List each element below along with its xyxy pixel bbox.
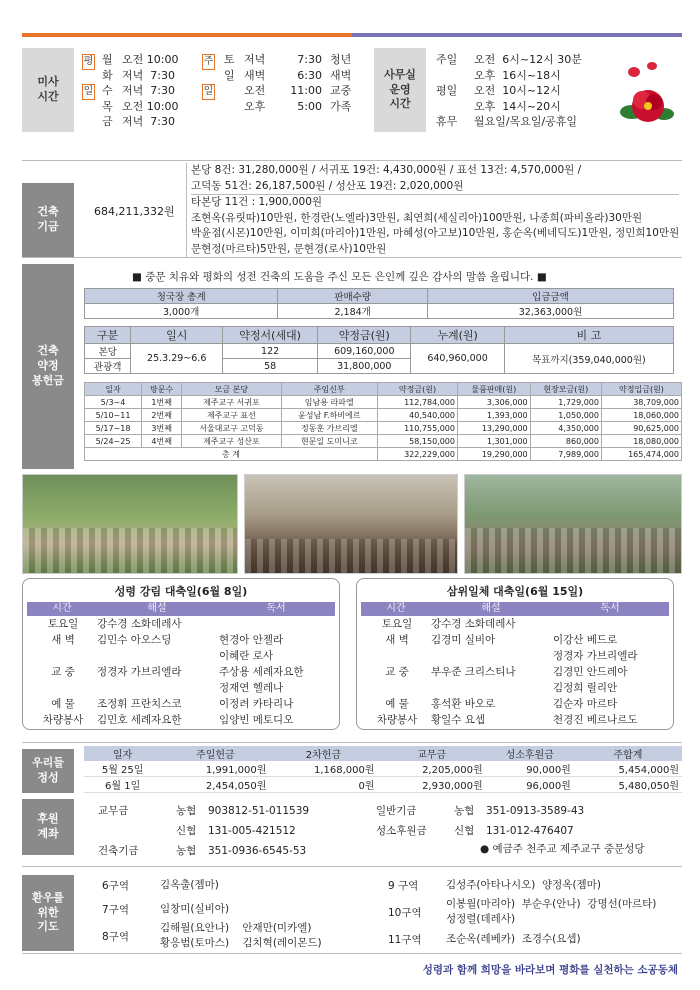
summary-table: [84, 288, 674, 319]
feast-reader: 주상용 세례자요한: [219, 666, 304, 678]
offering-cell: 6월 1일: [84, 777, 161, 793]
feast-col-header: 해설: [147, 603, 167, 614]
visit-cell: 18,060,000: [601, 409, 681, 422]
weekday-time: 저녁 7:30: [122, 84, 175, 97]
fund-line: 문현정(마르타)5만원, 문현경(로사)10만원: [191, 242, 387, 255]
account-number: 351-0913-3589-43: [486, 805, 585, 817]
pledge-amount: 609,160,000: [318, 344, 411, 359]
weekday-mark: 평 일: [82, 54, 95, 100]
offering-header: 주일헌금: [161, 746, 269, 761]
prayer-name-line: 성정렬(데레사): [446, 913, 516, 925]
visit-cell: 5/24~25: [85, 435, 142, 448]
building-fund-section: [22, 160, 682, 258]
accounts-label: 후원 계좌: [22, 799, 74, 855]
footer-motto: 성령과 함께 희망을 바라보며 평화를 실천하는 소공동체: [422, 964, 678, 976]
weekend-note: 가족: [330, 99, 352, 113]
prayer-left-list: [102, 873, 372, 951]
visit-table: [84, 382, 682, 461]
weekday-day: 금: [102, 115, 113, 128]
feast-time: 토요일: [47, 618, 79, 630]
visit-cell: 4번째: [142, 435, 182, 448]
weekend-row: [244, 52, 351, 68]
prayer-name-line: 김성주(아타나시오) 양정옥(젬마): [446, 878, 601, 891]
feast-reader: 김경민 안드레아: [553, 666, 628, 678]
pledge-header: 누계(원): [411, 327, 504, 344]
visit-header: 일자: [85, 383, 142, 396]
offering-accounts-section: [22, 742, 682, 860]
camellia-flower-icon: [612, 54, 682, 134]
feast-reader: 이강산 베드로: [553, 634, 618, 646]
feast-commentary: 황일수 요셉: [431, 714, 486, 726]
fund-line: 박윤점(시몬)10만원, 이미희(마리아)1만원, 마혜성(아고보)10만원, 홍순옥(베네딕도)1만원, 정민희10만원: [191, 227, 680, 239]
visit-total-cell: 165,474,000: [601, 448, 681, 461]
office-row: [436, 68, 582, 84]
feast-reader: 이혜란 로사: [219, 650, 274, 662]
account-row: [98, 841, 378, 861]
visit-total-cell: 322,229,000: [378, 448, 458, 461]
visit-row: [85, 435, 682, 448]
weekday-day: 수: [102, 84, 113, 97]
visit-header: 약정금(원): [378, 383, 458, 396]
visit-header: 모금 본당: [182, 383, 281, 396]
prayer-names: [446, 878, 601, 893]
visit-cell: 3번째: [142, 422, 182, 435]
pledge-header: 약정금(원): [318, 327, 411, 344]
visit-cell: 112,784,000: [378, 396, 458, 409]
prayer-zone-row: [388, 927, 688, 951]
feast-commentary: 김경미 실비아: [431, 634, 496, 646]
prayer-zone: 7구역: [102, 903, 129, 916]
office-row: [436, 83, 582, 99]
weekend-time: 6:30: [297, 68, 322, 82]
weekend-row: [244, 68, 351, 84]
weekend-mass-list: [244, 52, 351, 114]
account-row: [98, 801, 378, 821]
offering-cell: 5,480,050원: [574, 777, 682, 793]
visit-cell: 18,080,000: [601, 435, 681, 448]
offering-header: 주합계: [574, 746, 682, 761]
offering-cell: 5월 25일: [84, 761, 161, 777]
offering-cell: 1,991,000원: [161, 761, 269, 777]
weekend-time: 5:00: [297, 99, 322, 113]
accounts-left: [98, 801, 378, 861]
visit-total-cell: 19,290,000: [457, 448, 530, 461]
weekday-day: 화: [102, 68, 113, 82]
weekend-when: 새벽: [244, 68, 266, 82]
visit-header-row: [85, 383, 682, 396]
visit-cell: 3,306,000: [457, 396, 530, 409]
weekend-time: 11:00: [290, 84, 322, 97]
weekday-day: 월: [102, 53, 113, 66]
account-bank: 신협: [176, 825, 197, 837]
visit-cell: 1번째: [142, 396, 182, 409]
fund-line: 고덕동 51건: 26,187,500원 / 성산포 19건: 2,020,000원: [191, 179, 464, 192]
weekend-note: 청년: [330, 53, 352, 66]
account-bank: 농협: [176, 805, 197, 817]
feast-title: 성령 강림 대축일(6월 8일): [114, 585, 248, 598]
feast-reader: 이정려 카타리나: [219, 698, 294, 710]
offering-cell: 2,205,000원: [378, 761, 486, 777]
visit-cell: 5/17~18: [85, 422, 142, 435]
offering-label: 우리들 정성: [22, 749, 74, 793]
weekend-days: 토 일: [224, 53, 235, 82]
offering-header: 교무금: [378, 746, 486, 761]
account-holder: ● 예금주 천주교 제주교구 중문성당: [480, 843, 645, 855]
feast-time: 예 물: [51, 698, 75, 710]
feast-time: 예 물: [385, 698, 409, 710]
weekend-note: 교중: [330, 84, 352, 97]
feast-reader: 정재연 헬레나: [219, 682, 284, 694]
summary-header: 청국장 총계: [85, 289, 278, 304]
account-row: [376, 821, 676, 841]
visit-total-cell: 7,989,000: [530, 448, 601, 461]
feast-commentary: 정경자 가브리엘라: [97, 666, 182, 678]
visit-cell: 제주교구 성산포: [182, 435, 281, 448]
office-label: 사무실 운영 시간: [374, 48, 426, 132]
weekday-row: [102, 83, 178, 99]
pledge-label: 건축 약정 봉헌금: [22, 264, 74, 469]
visit-cell: 1,729,000: [530, 396, 601, 409]
fund-line: 조현옥(유릿따)10만원, 한경란(노엘라)3만원, 최연희(세실리아)100만원, 나종희(파비올라)30만원: [191, 211, 643, 224]
feast-reader: 임양빈 메토디오: [219, 714, 294, 726]
weekend-mark: 주 일: [202, 54, 215, 100]
account-holder-icon: ●: [480, 843, 490, 855]
office-value: 오전 6시~12시 30분: [474, 53, 582, 66]
prayer-names: [160, 902, 229, 917]
visit-cell: 38,709,000: [601, 396, 681, 409]
weekday-row: [102, 114, 178, 130]
church-interior-photo: [244, 474, 458, 574]
office-key: 평일: [436, 84, 458, 97]
visit-cell: 윤성남 F.하비에르: [281, 409, 378, 422]
feast-commentary: 강수경 소화데레사: [431, 618, 516, 630]
feast-commentary: 조정휘 프란치스코: [97, 698, 182, 710]
summary-value: 32,363,000원: [428, 304, 674, 319]
top-accent-bar: [22, 33, 682, 37]
feast-commentary: 강수경 소화데레사: [97, 618, 182, 630]
offering-cell: 5,454,000원: [574, 761, 682, 777]
feast-reader: 김순자 마르타: [553, 698, 618, 710]
offering-table: [84, 746, 682, 793]
visit-cell: 90,625,000: [601, 422, 681, 435]
prayer-names: [446, 897, 656, 927]
visit-cell: 40,540,000: [378, 409, 458, 422]
weekday-time: 저녁 7:30: [122, 115, 175, 128]
offering-row: [84, 777, 682, 793]
weekday-row: [102, 99, 178, 115]
prayer-zone-row: [102, 873, 372, 897]
feast-reader: 현경아 안젤라: [219, 634, 284, 646]
offering-cell: 2,930,000원: [378, 777, 486, 793]
weekend-row: [244, 99, 351, 115]
feast-time: 새 벽: [385, 634, 409, 646]
feast-time: 차량봉사: [376, 714, 418, 726]
visit-row: [85, 409, 682, 422]
prayer-zone: 8구역: [102, 930, 129, 943]
weekday-row: [102, 68, 178, 84]
feast-reader: 천경진 베르나르도: [553, 714, 638, 726]
account-number: 131-012-476407: [486, 825, 574, 837]
office-key: 휴무: [436, 115, 458, 128]
feast-header: [27, 602, 335, 616]
group-photo-outdoor: [22, 474, 238, 574]
pledge-amount: 31,800,000: [318, 359, 411, 374]
offering-row: [84, 761, 682, 777]
feast-col-header: 시간: [386, 603, 406, 614]
visit-cell: 5/3~4: [85, 396, 142, 409]
feast-time: 교 중: [385, 666, 409, 678]
prayer-name-line: 임창미(실비아): [160, 902, 230, 915]
pledge-kind: 관광객: [85, 359, 131, 374]
pledge-note: 목표까지(359,040,000원): [504, 344, 673, 374]
account-bank: 신협: [454, 825, 475, 837]
account-name: 성소후원금: [376, 825, 427, 837]
feast-commentary: 부우준 크리스티나: [431, 666, 516, 678]
pledge-households: 58: [223, 359, 318, 374]
visit-cell: 5/10~11: [85, 409, 142, 422]
weekend-when: 저녁: [244, 53, 266, 66]
visit-cell: 110,755,000: [378, 422, 458, 435]
account-number: 903812-51-011539: [208, 805, 310, 817]
prayer-zone: 11구역: [388, 933, 422, 946]
visit-cell: 2번째: [142, 409, 182, 422]
building-fund-label: 건축 기금: [22, 183, 74, 257]
visit-header: 약정입금(원): [601, 383, 681, 396]
feast-col-header: 해설: [481, 603, 501, 614]
weekend-when: 오후: [244, 99, 266, 113]
visit-cell: 1,050,000: [530, 409, 601, 422]
pledge-header: 약정서(세대): [223, 327, 318, 344]
visit-total-row: [85, 448, 682, 461]
feast-col-header: 독서: [266, 603, 286, 614]
prayer-zone-row: [102, 897, 372, 921]
fund-line: 타본당 11건 : 1,900,000원: [191, 194, 679, 211]
prayer-right-list: [388, 873, 688, 951]
account-bank: 농협: [454, 805, 475, 817]
visit-cell: 860,000: [530, 435, 601, 448]
pledge-header: 구분: [85, 327, 131, 344]
visit-header: 현장모금(원): [530, 383, 601, 396]
offering-cell: 1,168,000원: [269, 761, 377, 777]
pledge-period: 25.3.29~6.6: [131, 344, 223, 374]
feast-commentary: 김민수 아오스딩: [97, 634, 172, 646]
visit-total-label: 총 계: [85, 448, 378, 461]
visit-row: [85, 396, 682, 409]
visit-row: [85, 422, 682, 435]
pledge-households: 122: [223, 344, 318, 359]
fund-line: 본당 8건: 31,280,000원 / 서귀포 19건: 4,430,000원 / 표선 13건: 4,570,000원 /: [191, 164, 582, 176]
prayer-name-line: 김옥출(젬마): [160, 878, 219, 891]
account-number: 351-0936-6545-53: [208, 845, 307, 857]
office-row: [436, 99, 582, 115]
offering-cell: 96,000원: [486, 777, 574, 793]
visit-cell: 1,301,000: [457, 435, 530, 448]
visit-cell: 임남용 라파엘: [281, 396, 378, 409]
account-name: 건축기금: [98, 845, 139, 857]
prayer-zone-row: [388, 873, 688, 897]
prayer-zone: 10구역: [388, 906, 422, 919]
pledge-header: 일시: [131, 327, 223, 344]
feast-commentary: 홍석환 바오로: [431, 698, 496, 710]
pentecost-schedule: [22, 578, 340, 730]
prayer-section: [22, 866, 682, 954]
visit-cell: 58,150,000: [378, 435, 458, 448]
feast-reader: 김정희 릴리안: [553, 682, 618, 694]
visit-cell: 정동훈 가브리엘: [281, 422, 378, 435]
feast-time: 토요일: [381, 618, 413, 630]
feast-time: 새 벽: [51, 634, 75, 646]
weekday-day: 목: [102, 99, 113, 113]
account-row: [376, 801, 676, 821]
weekend-note: 새벽: [330, 68, 352, 82]
account-name: 일반기금: [376, 805, 417, 817]
feast-reader: 정경자 가브리엘라: [553, 650, 638, 662]
feast-time: 교 중: [51, 666, 75, 678]
visit-cell: 13,290,000: [457, 422, 530, 435]
office-row: [436, 114, 582, 130]
offering-cell: 2,454,050원: [161, 777, 269, 793]
thanks-message: ■ 중문 치유와 평화의 성전 건축의 도움을 주신 모든 은인께 깊은 감사의 말씀 올립니다. ■: [132, 271, 547, 283]
offering-header: 2차헌금: [269, 746, 377, 761]
offering-cell: 0원: [269, 777, 377, 793]
feast-col-header: 시간: [52, 603, 72, 614]
office-hours-list: [436, 52, 582, 130]
weekday-time: 오전 10:00: [122, 53, 179, 66]
weekday-row: [102, 52, 178, 68]
weekday-time: 저녁 7:30: [122, 68, 175, 82]
offering-header: 성소후원금: [486, 746, 574, 761]
pledge-sum: 640,960,000: [411, 344, 504, 374]
pledge-kind: 본당: [85, 344, 131, 359]
prayer-zone-row: [388, 897, 688, 927]
prayer-zone: 6구역: [102, 879, 129, 892]
visit-header: 방문수: [142, 383, 182, 396]
feast-commentary: 김민호 세례자요한: [97, 714, 182, 726]
account-number: 131-005-421512: [208, 825, 296, 837]
pledge-table: [84, 326, 674, 374]
weekday-mass-list: [102, 52, 178, 130]
offering-header: 일자: [84, 746, 161, 761]
visit-cell: 1,393,000: [457, 409, 530, 422]
prayer-names: [160, 878, 219, 893]
office-row: [436, 52, 582, 68]
pledge-section: [22, 264, 682, 469]
summary-header: 입금금액: [428, 289, 674, 304]
prayer-label: 환우를 위한 기도: [22, 875, 74, 951]
summary-value: 2,184개: [278, 304, 428, 319]
visit-cell: 현문일 도미니코: [281, 435, 378, 448]
feast-time: 차량봉사: [42, 714, 84, 726]
trinity-schedule: [356, 578, 674, 730]
visit-cell: 4,350,000: [530, 422, 601, 435]
weekend-when: 오전: [244, 84, 266, 97]
prayer-name-line: 이봉월(마리아) 부순우(안나) 강명선(마르타): [446, 898, 657, 910]
mass-label: 미사 시간: [22, 48, 74, 132]
office-value: 오전 10시~12시: [474, 84, 561, 97]
building-fund-details: [186, 163, 679, 257]
visit-cell: 제주교구 표선: [182, 409, 281, 422]
prayer-name-line: 김해월(요안나) 안재만(미카엘): [160, 922, 312, 934]
visit-header: 물품판매(원): [457, 383, 530, 396]
prayer-names: [446, 932, 581, 947]
prayer-zone-row: [102, 921, 372, 951]
pledge-header: 비 고: [504, 327, 673, 344]
visit-cell: 제주교구 서귀포: [182, 396, 281, 409]
visit-header: 주임신부: [281, 383, 378, 396]
prayer-name-line: 조순옥(레베카) 조경수(요셉): [446, 932, 581, 945]
prayer-names: [160, 921, 322, 951]
summary-value: 3,000개: [85, 304, 278, 319]
prayer-name-line: 황응범(토마스) 김치혁(레이몬드): [160, 937, 322, 949]
office-key: 주일: [436, 53, 458, 66]
accounts-right: [376, 801, 676, 841]
account-bank: 농협: [176, 845, 197, 857]
building-fund-total: 684,211,332원: [94, 205, 175, 218]
feast-col-header: 독서: [600, 603, 620, 614]
offering-cell: 90,000원: [486, 761, 574, 777]
office-value: 월요일/목요일/공휴일: [474, 115, 578, 128]
feast-header: [361, 602, 669, 616]
visit-cell: 서울대교구 고덕동: [182, 422, 281, 435]
group-photo-statue: [464, 474, 682, 574]
summary-header: 판매수량: [278, 289, 428, 304]
feast-title: 삼위일체 대축일(6월 15일): [446, 585, 584, 598]
weekday-time: 오전 10:00: [122, 99, 179, 113]
account-row: [98, 821, 378, 841]
weekend-row: [244, 83, 351, 99]
account-name: 교무금: [98, 805, 129, 817]
weekend-time: 7:30: [297, 53, 322, 66]
mass-section: [22, 44, 682, 144]
prayer-zone: 9 구역: [388, 879, 419, 892]
office-value: 오후 16시~18시: [474, 68, 561, 82]
office-value: 오후 14시~20시: [474, 99, 561, 113]
